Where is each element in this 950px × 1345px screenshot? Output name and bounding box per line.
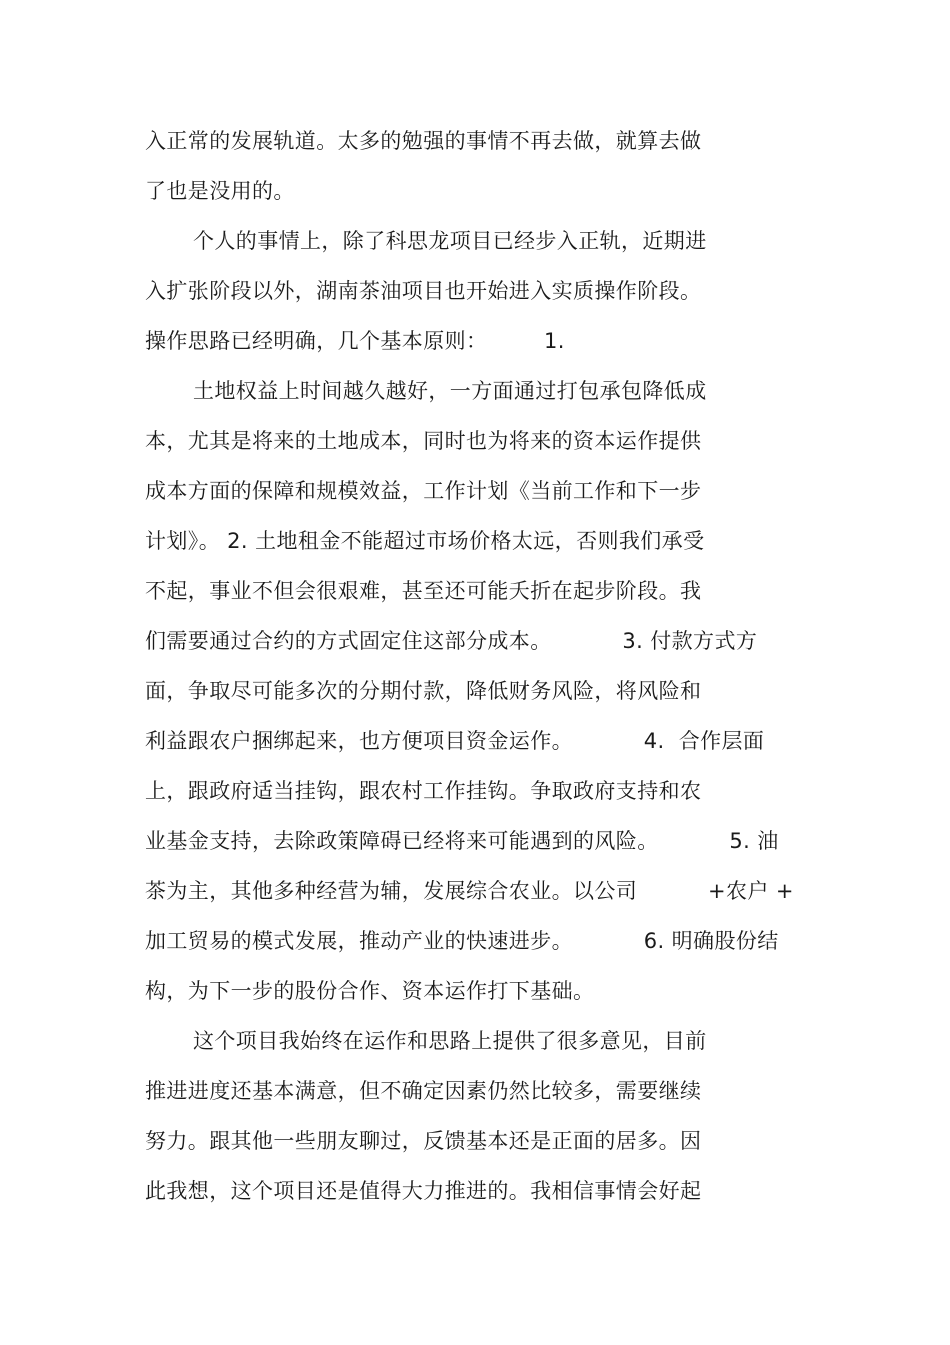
text-line: 入扩张阶段以外，湖南茶油项目也开始进入实质操作阶段。 — [145, 279, 702, 303]
text-line: 土地权益上时间越久越好，一方面通过打包承包降低成 — [193, 379, 707, 403]
text-line: 们需要通过合约的方式固定住这部分成本。 3. 付款方式方 — [145, 629, 758, 653]
text-line: 加工贸易的模式发展，推动产业的快速进步。 6. 明确股份结 — [145, 929, 779, 953]
text-line: 构，为下一步的股份合作、资本运作打下基础。 — [145, 979, 595, 1003]
text-line: 成本方面的保障和规模效益，工作计划《当前工作和下一步 — [145, 479, 702, 503]
text-line: 努力。跟其他一些朋友聊过，反馈基本还是正面的居多。因 — [145, 1129, 702, 1153]
text-line: 业基金支持，去除政策障碍已经将来可能遇到的风险。 5. 油 — [145, 829, 779, 853]
text-line: 不起，事业不但会很艰难，甚至还可能夭折在起步阶段。我 — [145, 579, 702, 603]
text-line: 个人的事情上，除了科思龙项目已经步入正轨，近期进 — [193, 229, 707, 253]
text-line: 推进进度还基本满意，但不确定因素仍然比较多，需要继续 — [145, 1079, 702, 1103]
text-line: 本，尤其是将来的土地成本，同时也为将来的资本运作提供 — [145, 429, 702, 453]
text-line: 这个项目我始终在运作和思路上提供了很多意见，目前 — [193, 1029, 707, 1053]
text-line: 此我想，这个项目还是值得大力推进的。我相信事情会好起 — [145, 1179, 702, 1203]
text-line: 了也是没用的。 — [145, 179, 295, 203]
text-line: 操作思路已经明确，几个基本原则： 1. — [145, 329, 565, 353]
text-line: 上，跟政府适当挂钩，跟农村工作挂钩。争取政府支持和农 — [145, 779, 702, 803]
text-line: 利益跟农户捆绑起来，也方便项目资金运作。 4. 合作层面 — [145, 729, 765, 753]
text-line: 茶为主，其他多种经营为辅，发展综合农业。以公司 +农户 + — [145, 879, 794, 903]
text-line: 计划》。 2. 土地租金不能超过市场价格太远，否则我们承受 — [145, 529, 705, 553]
text-line: 面，争取尽可能多次的分期付款，降低财务风险，将风险和 — [145, 679, 702, 703]
text-line: 入正常的发展轨道。太多的勉强的事情不再去做，就算去做 — [145, 129, 702, 153]
